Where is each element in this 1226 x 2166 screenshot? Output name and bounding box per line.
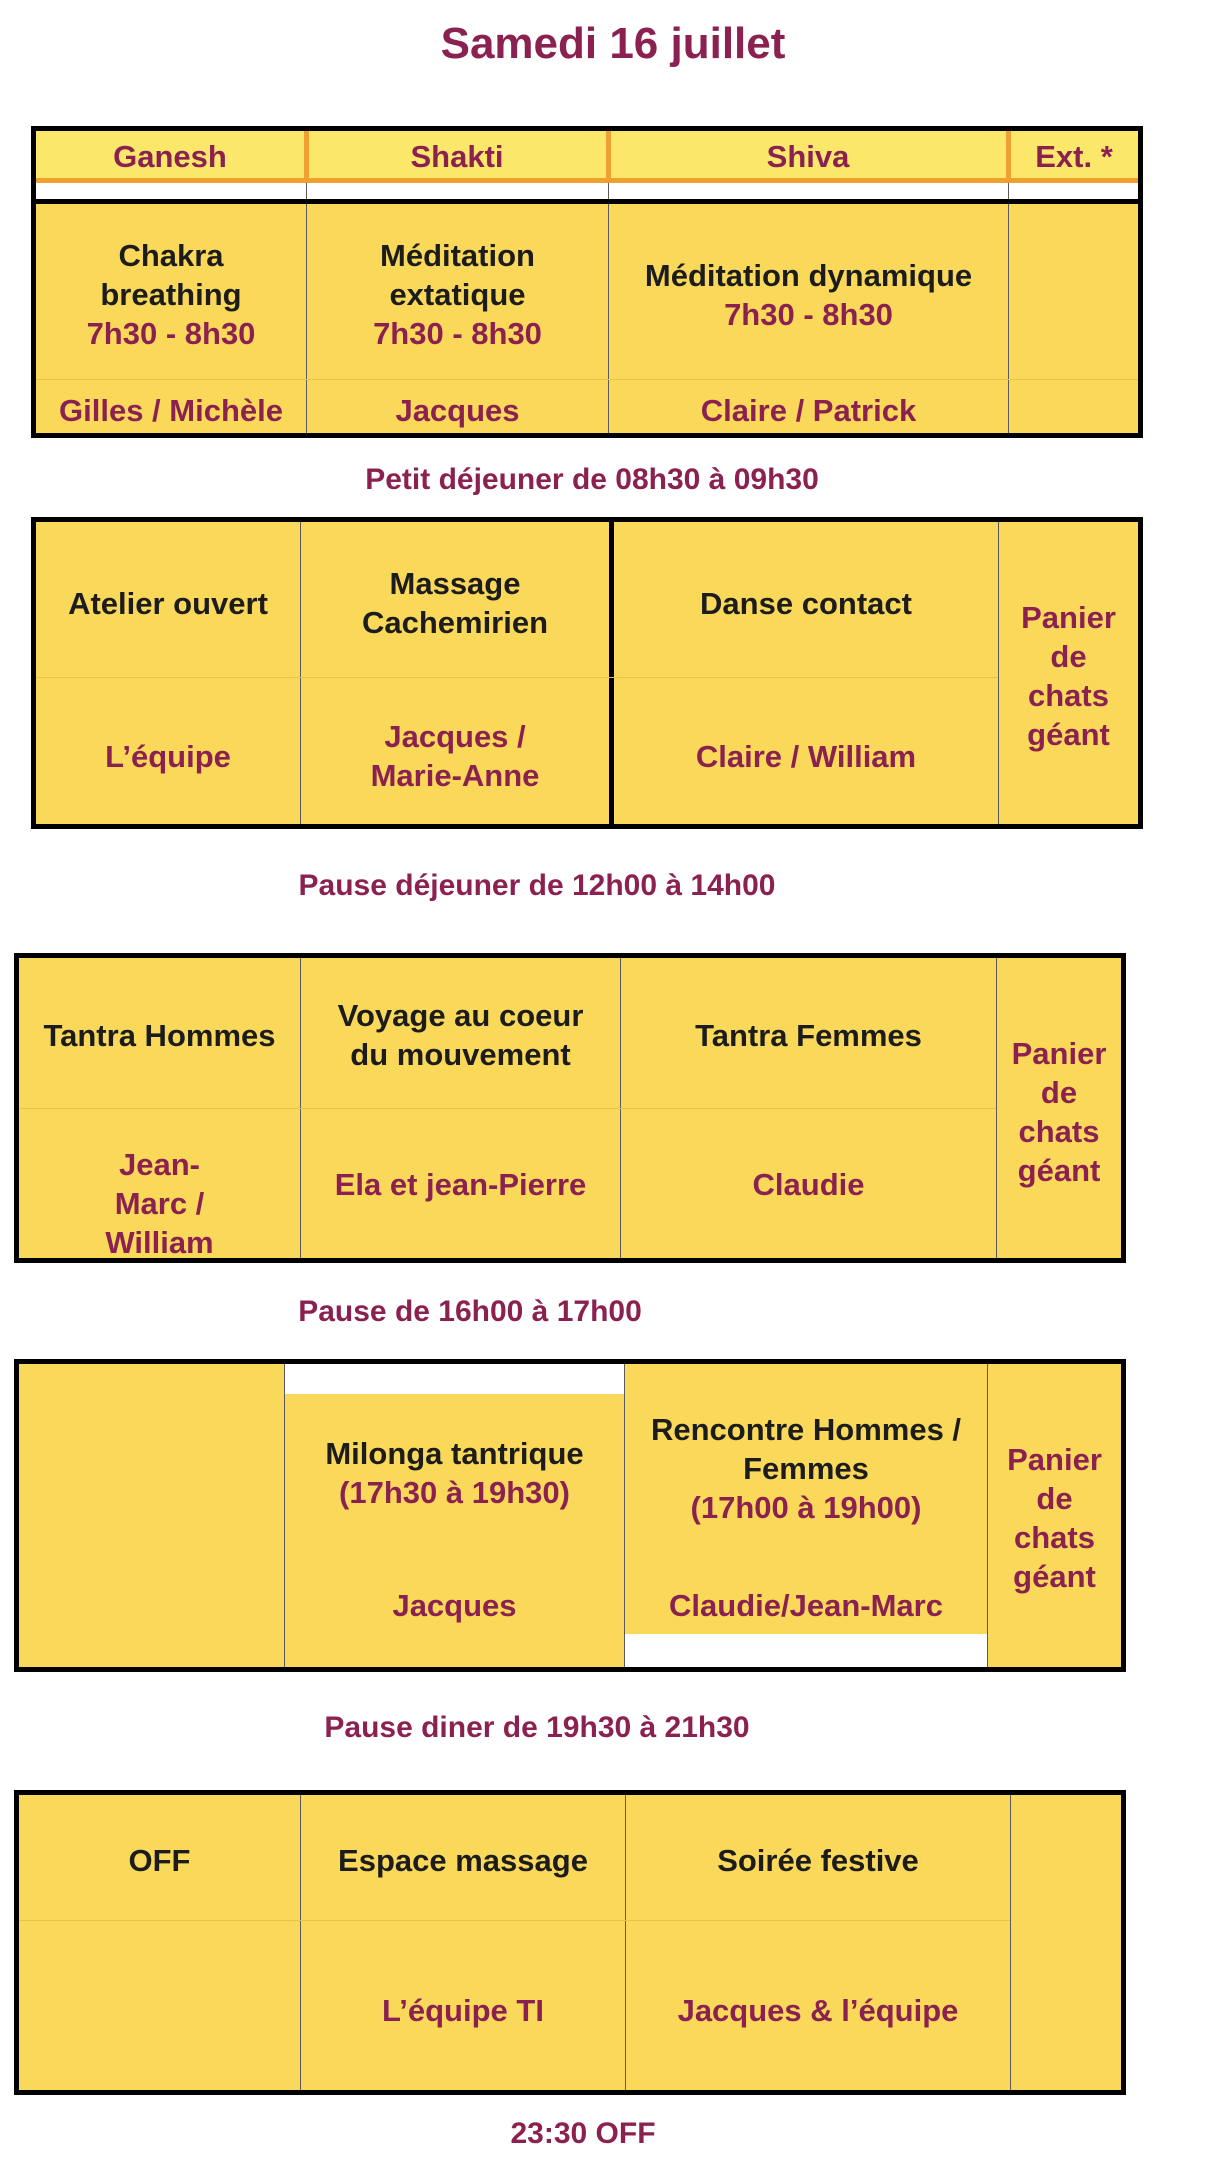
row-divider — [36, 677, 998, 678]
host-name: Claudie — [752, 1167, 865, 1202]
schedule-block-morning — [31, 126, 1143, 438]
activity-name: Méditation extatique — [380, 238, 535, 312]
activity-name: Méditation dynamique — [644, 258, 973, 293]
activity-time: 7h30 - 8h30 — [373, 316, 542, 351]
ext-activity: Panier de chats géant — [1021, 600, 1116, 752]
activity-block — [285, 1434, 624, 1512]
column-divider — [609, 522, 614, 824]
cell-ganesh-morning — [36, 204, 306, 379]
column-header-ganesh: Ganesh — [36, 131, 304, 178]
activity-name: Soirée festive — [717, 1843, 919, 1878]
break-lunch: Pause déjeuner de 12h00 à 14h00 — [298, 869, 776, 902]
host-name: Claire / William — [695, 739, 917, 774]
activity-time: (17h30 à 19h30) — [339, 1475, 570, 1510]
row-divider — [36, 379, 1138, 380]
activity-name: OFF — [128, 1843, 191, 1878]
schedule-block-afternoon — [14, 953, 1126, 1263]
activity-time: 7h30 - 8h30 — [724, 297, 893, 332]
break-afternoon: Pause de 16h00 à 17h00 — [298, 1295, 642, 1328]
host-name: L’équipe TI — [382, 1993, 544, 2028]
cell-shiva-morning — [609, 204, 1008, 379]
column-divider — [306, 183, 307, 199]
host-name: Jacques — [392, 1588, 517, 1623]
activity-name: Tantra Femmes — [695, 1018, 922, 1053]
row-divider — [19, 1108, 996, 1109]
column-divider — [625, 1795, 626, 2090]
column-divider — [1008, 183, 1009, 199]
column-header-shakti: Shakti — [308, 131, 606, 178]
host-name: Jacques & l’équipe — [677, 1993, 959, 2028]
page-title: Samedi 16 juillet — [440, 19, 786, 68]
empty-slot — [625, 1634, 987, 1667]
activity-name: Massage Cachemirien — [361, 566, 549, 640]
activity-time: 7h30 - 8h30 — [86, 316, 256, 351]
column-divider — [1008, 204, 1009, 433]
host-name: Ela et jean-Pierre — [334, 1167, 587, 1202]
host-name: Jacques / Marie-Anne — [370, 719, 540, 793]
activity-time: (17h00 à 19h00) — [690, 1490, 922, 1525]
ext-activity: Panier de chats géant — [1011, 1036, 1107, 1188]
footer-off: 23:30 OFF — [510, 2117, 656, 2150]
header-divider — [606, 131, 611, 178]
header-divider — [304, 131, 309, 178]
schedule-block-late-morning — [31, 517, 1143, 829]
host-name: Jean-Marc / William — [105, 1147, 214, 1260]
column-divider — [1010, 1795, 1011, 2090]
activity-name: Danse contact — [700, 586, 912, 621]
activity-name: Atelier ouvert — [68, 586, 268, 621]
empty-slot — [285, 1364, 624, 1394]
activity-name: Milonga tantrique — [325, 1436, 584, 1471]
schedule-block-night — [14, 1790, 1126, 2095]
activity-name: Espace massage — [338, 1843, 588, 1878]
host-name: L’équipe — [105, 739, 231, 774]
host-name: Claire / Patrick — [700, 393, 917, 428]
ext-activity: Panier de chats géant — [1007, 1442, 1102, 1594]
activity-name: Chakra breathing — [100, 238, 242, 312]
activity-name: Rencontre Hommes / Femmes — [650, 1412, 962, 1486]
column-divider — [608, 183, 609, 199]
host-name: Jacques — [395, 393, 520, 428]
break-dinner: Pause diner de 19h30 à 21h30 — [324, 1711, 750, 1744]
cell-shakti-morning — [307, 204, 608, 379]
spacer-row — [36, 183, 1138, 199]
row-divider — [19, 1920, 1010, 1921]
activity-block — [625, 1410, 987, 1527]
activity-name: Voyage au coeur du mouvement — [337, 998, 584, 1072]
column-divider — [300, 1795, 301, 2090]
schedule-block-evening — [14, 1359, 1126, 1672]
column-header-ext: Ext. * — [1010, 131, 1138, 178]
header-divider — [1006, 131, 1011, 178]
host-name: Gilles / Michèle — [59, 393, 283, 428]
activity-name: Tantra Hommes — [43, 1018, 276, 1053]
host-name: Claudie/Jean-Marc — [669, 1588, 943, 1623]
break-breakfast: Petit déjeuner de 08h30 à 09h30 — [365, 463, 819, 496]
column-header-shiva: Shiva — [610, 131, 1006, 178]
